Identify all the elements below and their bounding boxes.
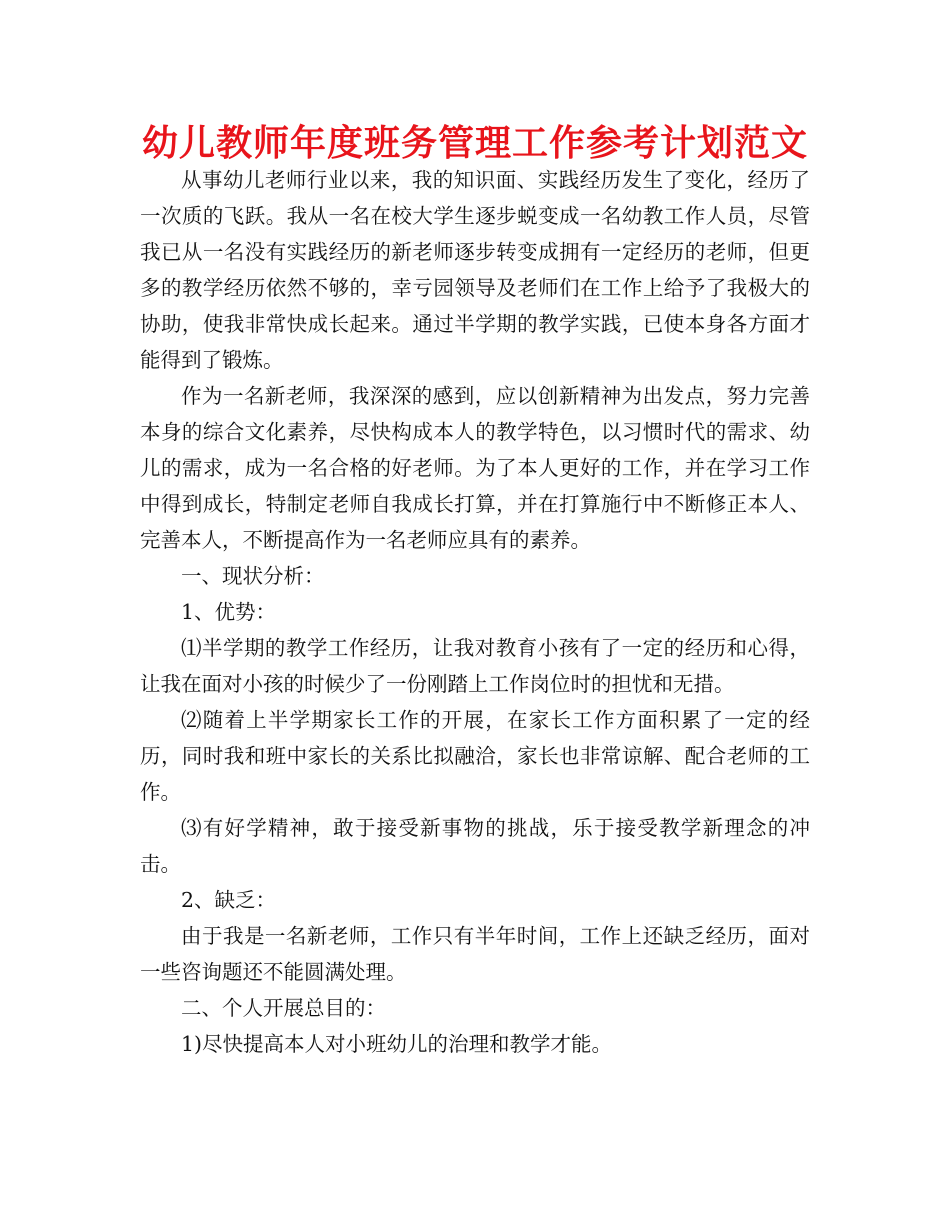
paragraph-strength-2: ⑵随着上半学期家长工作的开展，在家长工作方面积累了一定的经历，同时我和班中家长的关系比拟融洽，家长也非常谅解、配合老师的工作。 — [140, 708, 810, 804]
paragraph-goal: 作为一名新老师，我深深的感到，应以创新精神为出发点，努力完善本身的综合文化素养，尽快构成本人的教学特色，以习惯时代的需求、幼儿的需求，成为一名合格的好老师。为了本人更好的工作，并在学习工作中得到成长，特制定老师自我成长打算，并在打算施行中不断修正本人、完善本人，不断提高作为一名老师应具有的素养。 — [140, 384, 810, 552]
document-title: 幼儿教师年度班务管理工作参考计划范文 — [141, 123, 808, 164]
paragraph-strength-1: ⑴半学期的教学工作经历，让我对教育小孩有了一定的经历和心得，让我在面对小孩的时候少了一份刚踏上工作岗位时的担忧和无措。 — [140, 636, 810, 696]
heading-strengths: 1、优势： — [181, 600, 277, 624]
heading-status-analysis: 一、现状分析： — [181, 564, 325, 588]
document-body — [140, 162, 810, 1062]
heading-weaknesses: 2、缺乏： — [181, 888, 277, 912]
paragraph-goal-1: 1)尽快提高本人对小班幼儿的治理和教学才能。 — [181, 1032, 613, 1056]
paragraph-strength-3: ⑶有好学精神，敢于接受新事物的挑战，乐于接受教学新理念的冲击。 — [140, 816, 810, 876]
paragraph-intro: 从事幼儿老师行业以来，我的知识面、实践经历发生了变化，经历了一次质的飞跃。我从一名在校大学生逐步蜕变成一名幼教工作人员，尽管我已从一名没有实践经历的新老师逐步转变成拥有一定经历的老师，但更多的教学经历依然不够的，幸亏园领导及老师们在工作上给予了我极大的协助，使我非常快成长起来。通过半学期的教学实践，已使本身各方面才能得到了锻炼。 — [140, 168, 810, 372]
paragraph-weakness: 由于我是一名新老师，工作只有半年时间，工作上还缺乏经历，面对一些咨询题还不能圆满处理。 — [140, 924, 810, 984]
heading-overall-goal: 二、个人开展总目的： — [181, 996, 386, 1020]
